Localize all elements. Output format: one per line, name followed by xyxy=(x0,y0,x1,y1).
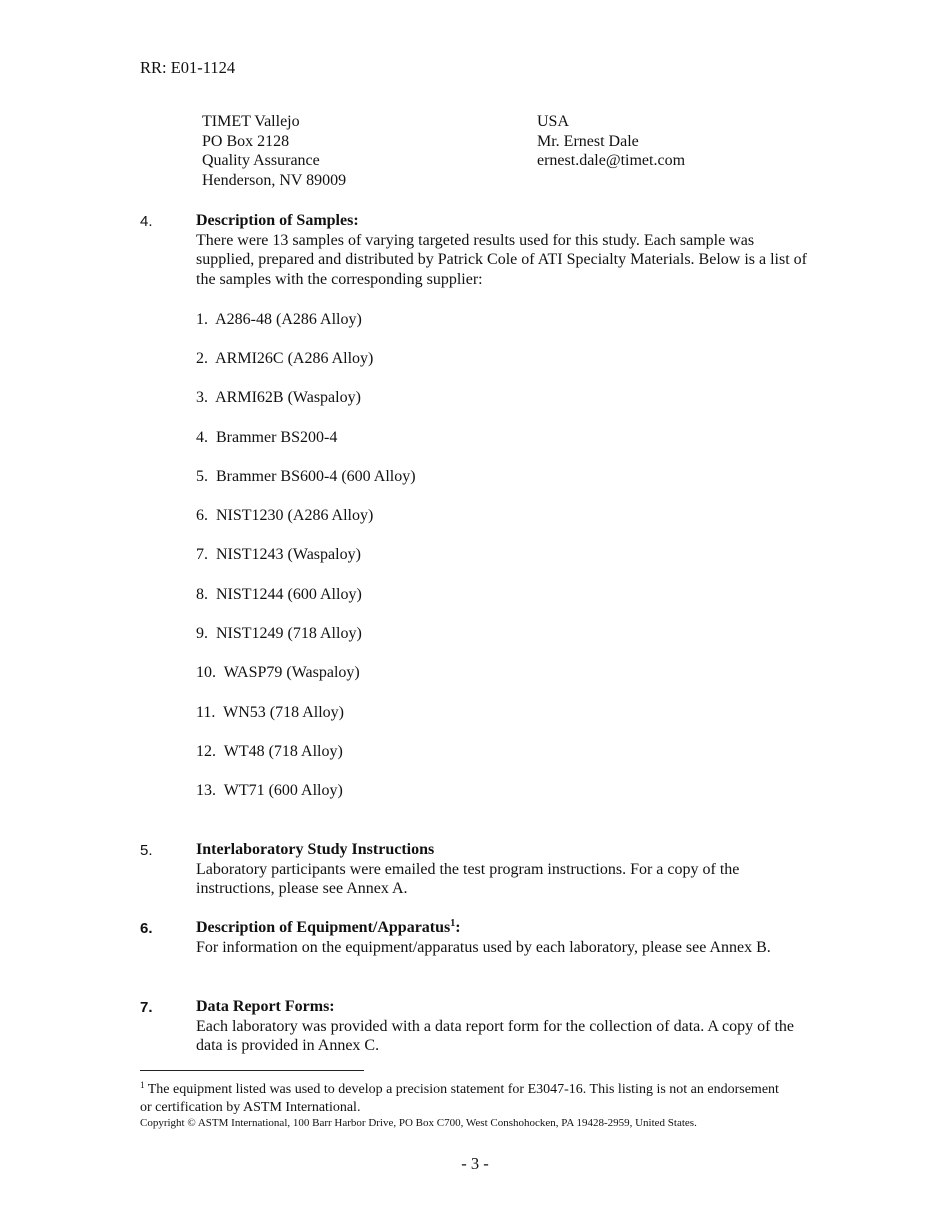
page-number: - 3 - xyxy=(461,1154,489,1173)
sample-label: WASP79 (Waspaloy) xyxy=(223,664,360,681)
sample-label: Brammer BS200-4 xyxy=(216,429,338,446)
section-instructions xyxy=(196,840,816,899)
sample-label: NIST1244 (600 Alloy) xyxy=(216,586,362,603)
sample-item xyxy=(196,428,337,448)
sample-item xyxy=(196,506,373,526)
sample-item xyxy=(196,349,373,369)
sample-label: NIST1249 (718 Alloy) xyxy=(216,625,362,642)
address-line: Henderson, NV 89009 xyxy=(202,171,347,189)
section-title: Data Report Forms: xyxy=(196,998,335,1015)
address-line: TIMET Vallejo xyxy=(202,113,300,130)
sample-number: 13. xyxy=(196,782,216,799)
sample-number: 12. xyxy=(196,743,216,760)
sample-item xyxy=(196,467,416,487)
sample-label: A286-48 (A286 Alloy) xyxy=(215,311,362,328)
sample-label: WT48 (718 Alloy) xyxy=(223,743,343,760)
sample-item xyxy=(196,703,344,723)
footnote-reference: 1 xyxy=(450,918,456,929)
copyright-notice: Copyright © ASTM International, 100 Barr Harbor Drive, PO Box C700, West Conshohocken, PA 19428-2959, United States. xyxy=(140,1117,697,1129)
address-country: USA xyxy=(537,113,570,130)
sample-label: ARMI26C (A286 Alloy) xyxy=(215,350,374,367)
sample-item xyxy=(196,624,362,644)
sample-label: Brammer BS600-4 (600 Alloy) xyxy=(216,468,416,485)
sample-item xyxy=(196,742,343,762)
sample-item xyxy=(196,663,360,683)
sample-number: 3. xyxy=(196,389,208,406)
sample-item xyxy=(196,545,361,565)
section-title-text: Description of Equipment/Apparatus xyxy=(196,919,451,936)
section-body: Laboratory participants were emailed the test program instructions. For a copy of the instructions, please see Annex A. xyxy=(196,860,740,898)
section-body: Each laboratory was provided with a data report form for the collection of data. A copy of the data is provided in Annex C. xyxy=(196,1017,795,1055)
sample-number: 2. xyxy=(196,350,208,367)
contact-email: ernest.dale@timet.com xyxy=(537,152,686,170)
address-block-right xyxy=(537,112,685,171)
address-line: Quality Assurance xyxy=(202,152,320,170)
sample-item xyxy=(196,781,343,801)
section-body: There were 13 samples of varying targeted results used for this study. Each sample was supplied, prepared and distributed by Patrick Cole of ATI Specialty Materials. Below is a list of the samples with the corresponding supplier: xyxy=(196,231,807,288)
section-number: 7. xyxy=(140,999,153,1016)
footnote-divider xyxy=(140,1070,364,1071)
sample-label: WN53 (718 Alloy) xyxy=(223,704,344,721)
sample-number: 5. xyxy=(196,468,208,485)
sample-number: 9. xyxy=(196,625,208,642)
sample-number: 6. xyxy=(196,507,208,524)
sample-label: WT71 (600 Alloy) xyxy=(223,782,343,799)
report-id-header: RR: E01-1124 xyxy=(140,58,236,77)
sample-number: 4. xyxy=(196,429,208,446)
sample-number: 11. xyxy=(196,704,216,721)
footnote-text: The equipment listed was used to develop a precision statement for E3047-16. This listing is not an endorsement or certification by ASTM International. xyxy=(140,1082,779,1115)
section-title xyxy=(196,918,816,938)
section-samples xyxy=(196,211,816,289)
section-equipment xyxy=(196,918,816,957)
section-number: 5. xyxy=(140,842,153,859)
footnote-marker: 1 xyxy=(140,1080,145,1090)
section-title: Description of Samples: xyxy=(196,212,359,229)
footnote xyxy=(140,1081,790,1117)
section-number: 6. xyxy=(140,920,153,937)
section-data-report-forms xyxy=(196,997,816,1056)
sample-number: 10. xyxy=(196,664,216,681)
sample-label: NIST1230 (A286 Alloy) xyxy=(216,507,374,524)
sample-item xyxy=(196,310,362,330)
sample-item xyxy=(196,388,361,408)
section-title-suffix: : xyxy=(455,919,461,936)
sample-number: 1. xyxy=(196,311,208,328)
sample-number: 8. xyxy=(196,586,208,603)
section-number: 4. xyxy=(140,213,153,230)
sample-number: 7. xyxy=(196,546,208,563)
section-title: Interlaboratory Study Instructions xyxy=(196,841,435,858)
sample-item xyxy=(196,585,362,605)
address-line: PO Box 2128 xyxy=(202,132,290,150)
section-body: For information on the equipment/apparatus used by each laboratory, please see Annex B. xyxy=(196,938,771,956)
sample-label: NIST1243 (Waspaloy) xyxy=(216,546,361,563)
contact-name: Mr. Ernest Dale xyxy=(537,132,639,150)
address-block-left xyxy=(202,112,346,190)
sample-label: ARMI62B (Waspaloy) xyxy=(215,389,361,406)
